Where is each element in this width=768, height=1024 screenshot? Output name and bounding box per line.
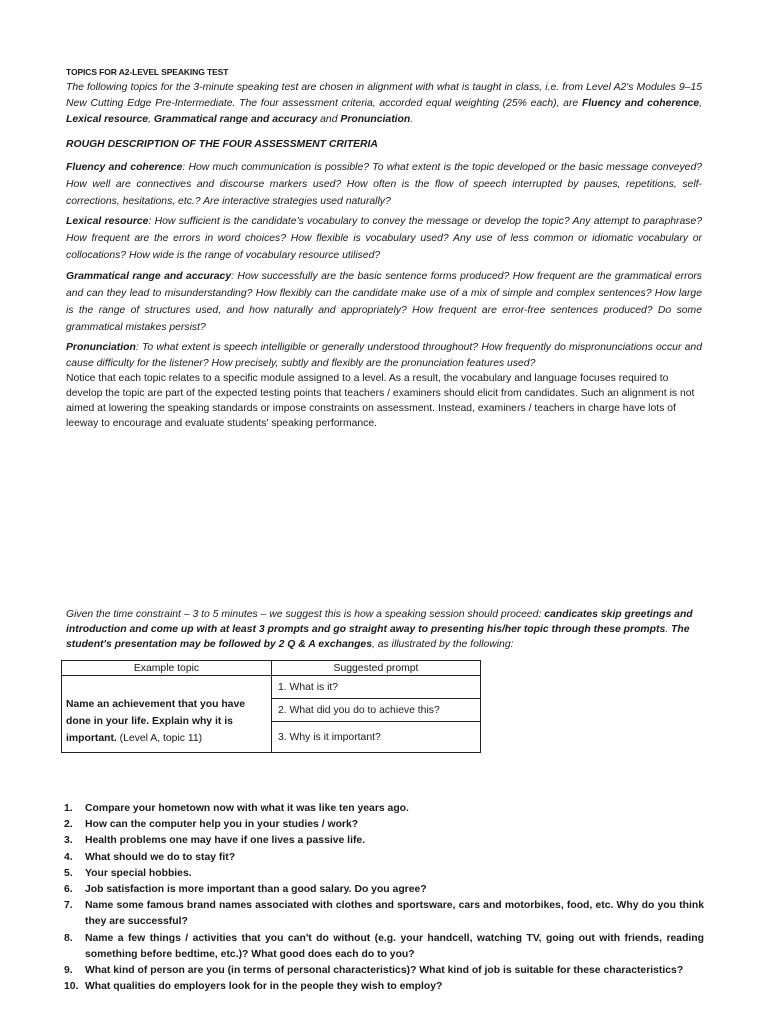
section-title: ROUGH DESCRIPTION OF THE FOUR ASSESSMENT CRITERIA bbox=[66, 139, 378, 150]
item-text: How can the computer help you in your studies / work? bbox=[85, 819, 359, 831]
criterion-label: Grammatical range and accuracy bbox=[66, 271, 232, 282]
item-text: What qualities do employers look for in the people they wish to employ? bbox=[85, 981, 443, 993]
example-topic-text: Name an achievement that you have done in your life. Explain why it is important. bbox=[66, 699, 246, 744]
list-item bbox=[64, 801, 704, 817]
criterion-text: : How successfully are the basic sentence forms produced? How frequent are the grammatical errors and can they lead to misunderstanding? How flexibly can the candidate make use of a mix of simple and complex sentences? How large is the range of structures used, and how naturally and appropriately? How frequent are error-free sentences produced? Do some grammatical mistakes persist? bbox=[66, 271, 702, 333]
item-number: 1. bbox=[64, 803, 73, 814]
intro-criterion-lexical: Lexical resource bbox=[66, 114, 149, 125]
item-text: Your special hobbies. bbox=[85, 867, 192, 879]
item-number: 6. bbox=[64, 884, 73, 896]
item-text: Job satisfaction is more important than a good salary. Do you agree? bbox=[85, 884, 427, 896]
item-number: 9. bbox=[64, 965, 73, 977]
table-row bbox=[62, 676, 481, 699]
criterion-text: : To what extent is speech intelligible or generally understood throughout? How frequently do mispronunciations occur and cause difficulty for the listener? How precisely, subtly and flexibly are the pronunciation features used? bbox=[66, 342, 702, 369]
item-text: Name some famous brand names associated with clothes and sportsware, cars and motorbikes, food, etc. Why do you think they are successful? bbox=[85, 900, 704, 928]
item-number: 3. bbox=[64, 835, 73, 847]
list-item bbox=[64, 882, 704, 898]
item-number: 5. bbox=[64, 867, 73, 879]
criterion-fluency bbox=[66, 159, 702, 210]
item-text: What should we do to stay fit? bbox=[85, 851, 236, 863]
item-text: Health problems one may have if one lives a passive life. bbox=[85, 835, 366, 847]
item-text: Name a few things / activities that you can't do without (e.g. your handcell, watching TV, going out with friends, reading something before bedtime, etc.)? What good does each do to you? bbox=[85, 932, 704, 960]
intro-text: The following topics for the 3-minute speaking test are chosen in alignment with what is taught in class, i.e. from Level A2's Modules 9–15 New Cutting Edge Pre-Intermediate. The four assessment criteria, accorded equal weighting (25% each), are bbox=[66, 82, 702, 109]
item-number: 7. bbox=[64, 900, 73, 912]
item-number: 2. bbox=[64, 819, 73, 831]
item-number: 8. bbox=[64, 932, 73, 944]
list-item bbox=[64, 866, 704, 882]
example-table bbox=[61, 660, 481, 753]
notice-paragraph: Notice that each topic relates to a specific module assigned to a level. As a result, the vocabulary and language focuses required to develop the topic are part of the expected testing points that teachers / examiners should elicit from candidates. Such an alignment is not aimed at lowering the speaking standards or impose constraints on assessment. Instead, examiners / teachers in charge have lots of leeway to encourage and evaluate students' speaking performance. bbox=[66, 373, 695, 429]
session-bold: candicates skip greetings and introduction and come up with at least 3 prompts and go straight away to presenting his/her topic through these prompts bbox=[66, 609, 693, 635]
list-item bbox=[64, 931, 704, 963]
item-number: 10. bbox=[64, 981, 79, 993]
intro-criterion-fluency: Fluency and coherence bbox=[581, 98, 700, 109]
item-text: Compare your hometown now with what it was like ten years ago. bbox=[85, 803, 409, 814]
criterion-text: : How sufficient is the candidate's vocabulary to convey the message or develop the topic? Any attempt to paraphrase? How frequent are the errors in word choices? How flexible is vocabulary used? Any use of less common or idiomatic vocabulary or collocations? How wide is the range of vocabulary resource utilised? bbox=[66, 216, 702, 261]
example-topic-ref: (Level A, topic 11) bbox=[116, 733, 203, 744]
criterion-label: Pronunciation bbox=[66, 342, 136, 353]
list-item bbox=[64, 979, 704, 995]
table-header-row bbox=[62, 661, 481, 676]
prompt-cell: 3. Why is it important? bbox=[272, 722, 481, 753]
list-item bbox=[64, 833, 704, 849]
list-item bbox=[64, 898, 704, 930]
list-item bbox=[64, 817, 704, 833]
session-paragraph bbox=[66, 607, 702, 652]
session-tail: , as illustrated by the following: bbox=[372, 639, 514, 650]
prompt-cell: 1. What is it? bbox=[272, 676, 481, 699]
prompt-cell: 2. What did you do to achieve this? bbox=[272, 699, 481, 722]
criterion-text: : How much communication is possible? To what extent is the topic developed or the basic message conveyed? How well are connectives and discourse markers used? How often is the flow of speech interrupted by pauses, repetitions, self-corrections, hesitations, etc.? Are interactive strategies used naturally? bbox=[66, 162, 702, 207]
list-item bbox=[64, 850, 704, 866]
session-lead: Given the time constraint – 3 to 5 minutes – we suggest this is how a speaking session should proceed: bbox=[66, 609, 545, 620]
item-number: 4. bbox=[64, 851, 73, 863]
session-mid: . bbox=[665, 624, 672, 635]
intro-and: and bbox=[320, 114, 338, 125]
criterion-label: Fluency and coherence bbox=[66, 162, 183, 173]
header-suggested-prompt: Suggested prompt bbox=[272, 661, 481, 676]
item-text: What kind of person are you (in terms of personal characteristics)? What kind of job is suitable for these characteristics? bbox=[85, 965, 684, 977]
list-item bbox=[64, 963, 704, 979]
intro-criterion-grammar: Grammatical range and accuracy bbox=[153, 114, 318, 125]
criterion-pronunciation bbox=[66, 340, 702, 372]
criterion-grammar bbox=[66, 268, 702, 336]
intro-criterion-pronunciation: Pronunciation bbox=[340, 114, 411, 125]
session-bold2: The student's presentation may be followed by 2 Q & A exchanges bbox=[66, 624, 690, 650]
criterion-lexical bbox=[66, 213, 702, 264]
document-heading: TOPICS FOR A2-LEVEL SPEAKING TEST bbox=[66, 67, 229, 77]
topics-list bbox=[64, 801, 704, 995]
criterion-label: Lexical resource bbox=[66, 216, 149, 227]
intro-paragraph: The following topics for the 3-minute speaking test are chosen in alignment with what is taught in class, i.e. from Level A2's Modules 9–15 New Cutting Edge Pre-Intermediate. The four assessment criteria, accorded equal weighting (25% each), are Fluency and coherence, Lexical resource, Grammatical range and accuracy and Pronunciation. bbox=[66, 82, 702, 125]
header-example-topic: Example topic bbox=[62, 661, 272, 676]
example-topic-cell bbox=[62, 676, 272, 753]
